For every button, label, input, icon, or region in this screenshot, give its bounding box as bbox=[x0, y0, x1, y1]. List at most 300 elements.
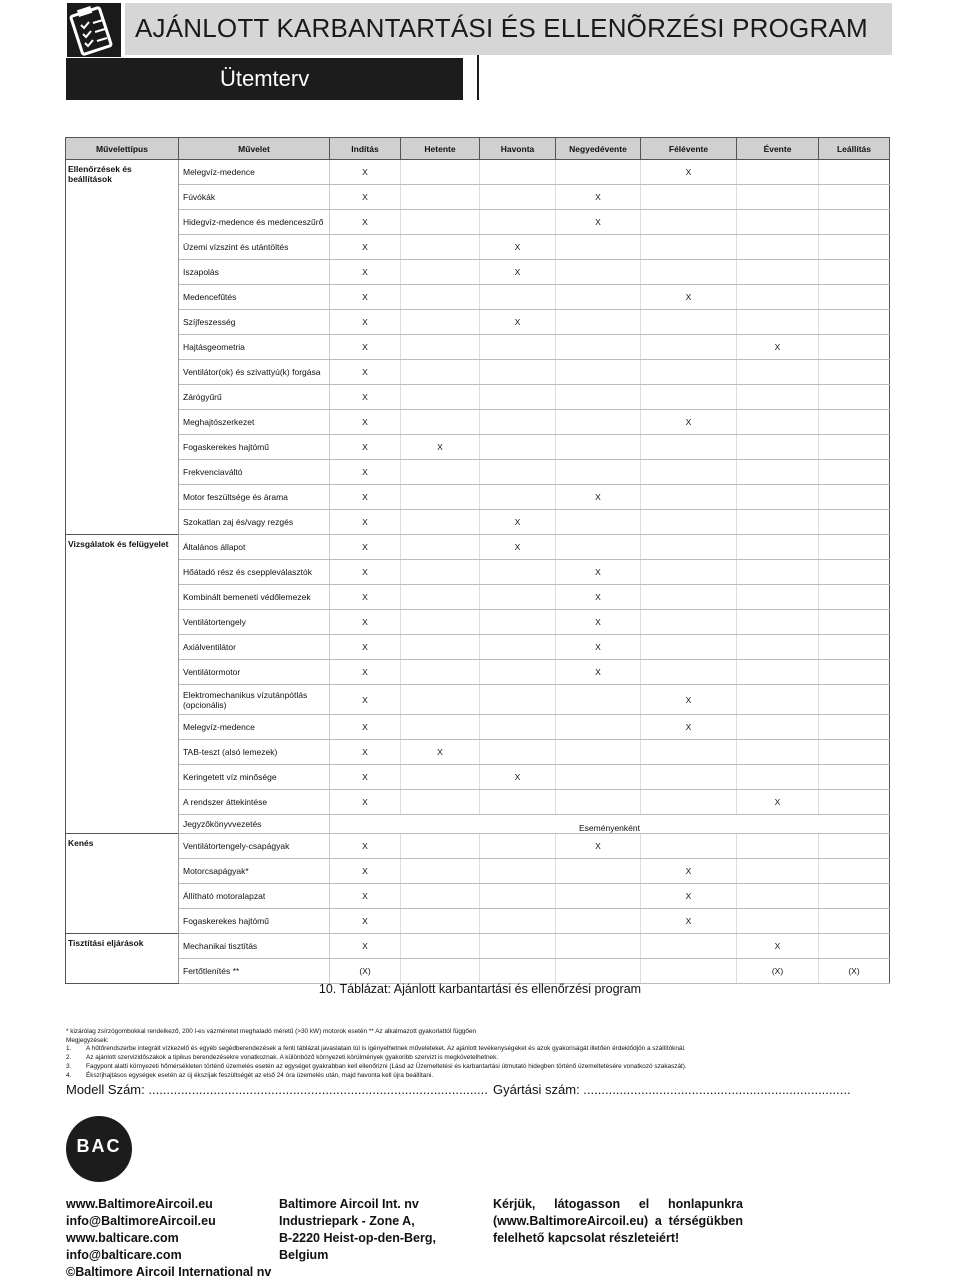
frequency-cell bbox=[556, 160, 641, 185]
frequency-cell bbox=[401, 185, 480, 210]
frequency-cell bbox=[480, 285, 556, 310]
frequency-cell bbox=[556, 460, 641, 485]
frequency-cell bbox=[480, 560, 556, 585]
frequency-cell: X bbox=[330, 715, 401, 740]
operation-cell: Ventilátor(ok) és szivattyú(k) forgása bbox=[179, 360, 330, 385]
frequency-cell bbox=[737, 765, 819, 790]
frequency-cell bbox=[556, 385, 641, 410]
frequency-cell bbox=[737, 834, 819, 859]
table-row bbox=[66, 210, 890, 235]
frequency-cell: X bbox=[480, 510, 556, 535]
frequency-cell bbox=[819, 765, 890, 790]
footer-visit-note bbox=[493, 1196, 743, 1247]
frequency-cell bbox=[737, 410, 819, 435]
page-title-bar bbox=[125, 3, 892, 55]
frequency-cell bbox=[480, 585, 556, 610]
footnote-star: * kizárólag zsírzógombokkal rendelkező, 200 l-es vázméretet meghaladó méretű (>30 kW) motorok esetén ** Az alkalmazott gyakorlattól függően bbox=[66, 1028, 477, 1035]
operation-cell: Hőátadó rész és cseppleválasztók bbox=[179, 560, 330, 585]
frequency-cell bbox=[641, 260, 737, 285]
logo-text: BAC bbox=[76, 1136, 122, 1156]
frequency-cell bbox=[737, 585, 819, 610]
column-header: Hetente bbox=[401, 138, 480, 160]
table-header-row bbox=[66, 138, 890, 160]
frequency-cell bbox=[641, 660, 737, 685]
table-caption: 10. Táblázat: Ajánlott karbantartási és ellenőrzési program bbox=[318, 982, 642, 996]
maintenance-schedule-table bbox=[65, 137, 890, 984]
frequency-cell bbox=[480, 435, 556, 460]
column-header: Indítás bbox=[330, 138, 401, 160]
frequency-cell: X bbox=[330, 859, 401, 884]
frequency-cell: X bbox=[330, 834, 401, 859]
operation-cell: Szokatlan zaj és/vagy rezgés bbox=[179, 510, 330, 535]
note-number: 3. bbox=[66, 1062, 72, 1070]
frequency-cell: X bbox=[641, 859, 737, 884]
frequency-cell bbox=[641, 360, 737, 385]
frequency-cell bbox=[480, 460, 556, 485]
frequency-cell bbox=[641, 610, 737, 635]
frequency-cell: X bbox=[330, 235, 401, 260]
frequency-cell: X bbox=[480, 235, 556, 260]
table-row bbox=[66, 235, 890, 260]
frequency-cell bbox=[401, 834, 480, 859]
frequency-cell bbox=[737, 160, 819, 185]
column-header: Évente bbox=[737, 138, 819, 160]
frequency-cell bbox=[737, 909, 819, 934]
frequency-cell: X bbox=[330, 685, 401, 715]
operation-cell: Általános állapot bbox=[179, 535, 330, 560]
column-header: Művelettípus bbox=[66, 138, 179, 160]
frequency-cell bbox=[737, 884, 819, 909]
frequency-cell bbox=[556, 740, 641, 765]
operation-cell: TAB-teszt (alsó lemezek) bbox=[179, 740, 330, 765]
frequency-cell bbox=[737, 485, 819, 510]
frequency-cell bbox=[641, 635, 737, 660]
operation-cell: Állítható motoralapzat bbox=[179, 884, 330, 909]
note-item bbox=[66, 1054, 896, 1063]
frequency-cell: X bbox=[330, 410, 401, 435]
frequency-cell: X bbox=[330, 310, 401, 335]
frequency-cell bbox=[819, 460, 890, 485]
frequency-cell bbox=[401, 685, 480, 715]
frequency-cell: X bbox=[330, 460, 401, 485]
frequency-cell bbox=[480, 610, 556, 635]
frequency-cell bbox=[480, 210, 556, 235]
note-text: A hűtőrendszerbe integrált vízkezelő és egyéb segédberendezések a fenti táblázat javaslatain túl is igényelhetnek műveleteket. Az ajánlott tevékenységeket és azok gyakoriságát illetően érdeklődjön a szállítóknál. bbox=[86, 1045, 686, 1053]
frequency-cell: X bbox=[401, 740, 480, 765]
frequency-cell bbox=[401, 715, 480, 740]
frequency-cell bbox=[556, 535, 641, 560]
table-row bbox=[66, 435, 890, 460]
frequency-cell: X bbox=[330, 185, 401, 210]
frequency-cell: X bbox=[330, 535, 401, 560]
frequency-cell bbox=[819, 210, 890, 235]
table-row bbox=[66, 385, 890, 410]
frequency-cell bbox=[401, 884, 480, 909]
note-number: 2. bbox=[66, 1054, 72, 1062]
operation-cell: Hajtásgeometria bbox=[179, 335, 330, 360]
table-row bbox=[66, 510, 890, 535]
frequency-cell bbox=[556, 260, 641, 285]
frequency-cell bbox=[641, 385, 737, 410]
frequency-cell: X bbox=[330, 485, 401, 510]
address-line: Belgium bbox=[279, 1248, 329, 1262]
frequency-cell bbox=[556, 360, 641, 385]
operation-cell: Ventilátormotor bbox=[179, 660, 330, 685]
operation-cell: Axiálventilátor bbox=[179, 635, 330, 660]
frequency-cell bbox=[556, 715, 641, 740]
frequency-cell bbox=[401, 959, 480, 984]
frequency-cell bbox=[641, 235, 737, 260]
frequency-cell bbox=[401, 235, 480, 260]
frequency-cell bbox=[641, 740, 737, 765]
frequency-cell bbox=[737, 235, 819, 260]
frequency-cell bbox=[819, 310, 890, 335]
frequency-cell bbox=[819, 790, 890, 815]
frequency-cell bbox=[401, 335, 480, 360]
frequency-cell bbox=[737, 460, 819, 485]
frequency-cell bbox=[401, 510, 480, 535]
frequency-cell bbox=[480, 859, 556, 884]
frequency-cell bbox=[819, 235, 890, 260]
frequency-cell: (X) bbox=[819, 959, 890, 984]
frequency-cell bbox=[641, 790, 737, 815]
footer-copyright: ©Baltimore Aircoil International nv bbox=[66, 1265, 272, 1279]
frequency-cell bbox=[556, 790, 641, 815]
frequency-cell: X bbox=[330, 560, 401, 585]
table-row bbox=[66, 834, 890, 859]
address-line: Industriepark - Zone A, bbox=[279, 1214, 415, 1228]
frequency-cell bbox=[641, 765, 737, 790]
visit-note-text: Kérjük, látogasson el honlapunkra (www.BaltimoreAircoil.eu) a térségükben felelhető kapcsolat részleteiért! bbox=[493, 1197, 743, 1245]
table-row bbox=[66, 884, 890, 909]
frequency-cell bbox=[819, 385, 890, 410]
frequency-cell: X bbox=[480, 310, 556, 335]
frequency-cell bbox=[819, 934, 890, 959]
operation-cell: Fogaskerekes hajtómű bbox=[179, 909, 330, 934]
frequency-cell bbox=[641, 185, 737, 210]
frequency-cell bbox=[401, 160, 480, 185]
frequency-cell bbox=[737, 310, 819, 335]
table-row bbox=[66, 715, 890, 740]
notes-title: Megjegyzések: bbox=[66, 1036, 109, 1044]
divider bbox=[477, 55, 479, 100]
frequency-cell bbox=[401, 610, 480, 635]
operation-cell: Melegvíz-medence bbox=[179, 160, 330, 185]
frequency-cell bbox=[737, 859, 819, 884]
frequency-cell bbox=[819, 410, 890, 435]
frequency-cell bbox=[737, 360, 819, 385]
frequency-cell bbox=[556, 859, 641, 884]
frequency-cell: X bbox=[330, 160, 401, 185]
frequency-cell bbox=[401, 485, 480, 510]
frequency-cell: X bbox=[737, 335, 819, 360]
frequency-cell bbox=[556, 285, 641, 310]
note-number: 4. bbox=[66, 1071, 72, 1079]
frequency-cell: X bbox=[556, 585, 641, 610]
frequency-cell bbox=[480, 410, 556, 435]
table-row bbox=[66, 285, 890, 310]
table-row bbox=[66, 685, 890, 715]
operation-cell: Fogaskerekes hajtómű bbox=[179, 435, 330, 460]
operation-cell: Motorcsapágyak* bbox=[179, 859, 330, 884]
frequency-cell bbox=[737, 660, 819, 685]
frequency-cell bbox=[556, 335, 641, 360]
frequency-cell: (X) bbox=[737, 959, 819, 984]
frequency-cell: X bbox=[330, 385, 401, 410]
operation-cell: Hidegvíz-medence és medenceszűrő bbox=[179, 210, 330, 235]
frequency-cell bbox=[819, 635, 890, 660]
frequency-cell: X bbox=[641, 160, 737, 185]
frequency-cell bbox=[819, 610, 890, 635]
table-row bbox=[66, 335, 890, 360]
frequency-cell: X bbox=[330, 790, 401, 815]
table-row bbox=[66, 535, 890, 560]
operation-cell: Jegyzőkönyvvezetés bbox=[179, 815, 330, 834]
note-text: Az ajánlott szervizidőszakok a tipikus berendezésekre vonatkoznak. A különböző környezeti körülmények gyakoribb szervizt is megkövetelhetnek. bbox=[86, 1054, 499, 1062]
operation-cell: Elektromechanikus vízutánpótlás (opcionális) bbox=[179, 685, 330, 715]
note-number: 1. bbox=[66, 1045, 72, 1053]
frequency-cell bbox=[819, 535, 890, 560]
frequency-cell: X bbox=[330, 510, 401, 535]
frequency-cell: X bbox=[330, 610, 401, 635]
frequency-cell bbox=[737, 185, 819, 210]
table-row bbox=[66, 185, 890, 210]
category-cell: Tisztítási eljárások bbox=[66, 934, 179, 984]
operation-cell: Fertőtlenítés ** bbox=[179, 959, 330, 984]
operation-cell: Motor feszültsége és árama bbox=[179, 485, 330, 510]
table-row bbox=[66, 585, 890, 610]
frequency-cell bbox=[819, 335, 890, 360]
frequency-cell bbox=[556, 510, 641, 535]
frequency-cell bbox=[401, 934, 480, 959]
table-row bbox=[66, 160, 890, 185]
frequency-cell bbox=[641, 485, 737, 510]
frequency-cell: X bbox=[556, 834, 641, 859]
frequency-cell bbox=[641, 510, 737, 535]
table-row bbox=[66, 815, 890, 834]
frequency-cell bbox=[401, 410, 480, 435]
category-cell: Vizsgálatok és felügyelet bbox=[66, 535, 179, 834]
frequency-cell bbox=[401, 635, 480, 660]
frequency-cell bbox=[737, 560, 819, 585]
table-row bbox=[66, 859, 890, 884]
table-row bbox=[66, 260, 890, 285]
frequency-cell bbox=[737, 510, 819, 535]
frequency-cell bbox=[480, 959, 556, 984]
operation-cell: A rendszer áttekintése bbox=[179, 790, 330, 815]
frequency-cell bbox=[819, 884, 890, 909]
notes-list bbox=[66, 1045, 896, 1080]
frequency-cell bbox=[641, 210, 737, 235]
frequency-cell bbox=[401, 460, 480, 485]
frequency-cell bbox=[556, 435, 641, 460]
frequency-cell: X bbox=[330, 765, 401, 790]
frequency-cell bbox=[819, 585, 890, 610]
operation-cell: Frekvenciaváltó bbox=[179, 460, 330, 485]
column-header: Művelet bbox=[179, 138, 330, 160]
frequency-cell: X bbox=[556, 660, 641, 685]
frequency-cell bbox=[641, 959, 737, 984]
footer-email[interactable]: info@BaltimoreAircoil.eu bbox=[66, 1214, 216, 1228]
clipboard-checklist-icon bbox=[67, 3, 121, 57]
frequency-cell: X bbox=[330, 635, 401, 660]
frequency-cell bbox=[641, 535, 737, 560]
frequency-cell bbox=[480, 909, 556, 934]
frequency-cell bbox=[737, 635, 819, 660]
frequency-cell bbox=[819, 859, 890, 884]
model-number-field: Modell Szám: .............................................................................................. bbox=[66, 1082, 488, 1097]
frequency-cell bbox=[819, 685, 890, 715]
frequency-cell bbox=[401, 660, 480, 685]
frequency-cell bbox=[737, 385, 819, 410]
section-title-bar bbox=[66, 58, 463, 100]
frequency-cell bbox=[641, 834, 737, 859]
frequency-cell: X bbox=[480, 260, 556, 285]
frequency-cell bbox=[819, 485, 890, 510]
operation-cell: Kombinált bemeneti védőlemezek bbox=[179, 585, 330, 610]
frequency-cell: X bbox=[330, 740, 401, 765]
bac-logo bbox=[66, 1116, 132, 1182]
frequency-cell: X bbox=[330, 884, 401, 909]
page-title: AJÁNLOTT KARBANTARTÁSI ÉS ELLENÕRZÉSI PROGRAM bbox=[135, 13, 868, 43]
table-row bbox=[66, 765, 890, 790]
frequency-cell: X bbox=[330, 210, 401, 235]
frequency-cell bbox=[556, 410, 641, 435]
table-row bbox=[66, 610, 890, 635]
frequency-cell bbox=[480, 934, 556, 959]
frequency-cell bbox=[641, 560, 737, 585]
frequency-cell bbox=[480, 834, 556, 859]
address-line: Baltimore Aircoil Int. nv bbox=[279, 1197, 419, 1211]
frequency-cell bbox=[641, 585, 737, 610]
frequency-cell bbox=[819, 360, 890, 385]
frequency-cell bbox=[737, 740, 819, 765]
frequency-cell bbox=[401, 385, 480, 410]
address-line: B-2220 Heist-op-den-Berg, bbox=[279, 1231, 436, 1245]
frequency-cell bbox=[556, 959, 641, 984]
frequency-cell bbox=[556, 934, 641, 959]
frequency-cell: X bbox=[330, 585, 401, 610]
frequency-cell bbox=[480, 715, 556, 740]
frequency-cell bbox=[401, 310, 480, 335]
frequency-cell bbox=[401, 859, 480, 884]
table-row bbox=[66, 410, 890, 435]
frequency-cell bbox=[401, 260, 480, 285]
frequency-cell bbox=[819, 560, 890, 585]
frequency-cell bbox=[737, 285, 819, 310]
operation-cell: Üzemi vízszint és utántöltés bbox=[179, 235, 330, 260]
table-row bbox=[66, 660, 890, 685]
frequency-cell: X bbox=[556, 185, 641, 210]
frequency-cell: X bbox=[330, 660, 401, 685]
category-cell: Ellenőrzések és beállítások bbox=[66, 160, 179, 535]
frequency-cell bbox=[401, 535, 480, 560]
footer-address bbox=[279, 1196, 436, 1264]
table-row bbox=[66, 790, 890, 815]
frequency-cell bbox=[556, 235, 641, 260]
table-body bbox=[66, 160, 890, 984]
frequency-cell bbox=[480, 185, 556, 210]
column-header: Leállítás bbox=[819, 138, 890, 160]
frequency-cell bbox=[401, 560, 480, 585]
frequency-cell bbox=[401, 360, 480, 385]
operation-cell: Ventilátortengely-csapágyak bbox=[179, 834, 330, 859]
frequency-cell bbox=[737, 435, 819, 460]
footer-link[interactable]: www.balticare.com bbox=[66, 1231, 179, 1245]
frequency-cell: X bbox=[641, 909, 737, 934]
frequency-cell bbox=[480, 385, 556, 410]
operation-cell: Medencefűtés bbox=[179, 285, 330, 310]
frequency-cell: X bbox=[330, 360, 401, 385]
operation-cell: Fúvókák bbox=[179, 185, 330, 210]
frequency-cell bbox=[819, 185, 890, 210]
operation-cell: Meghajtószerkezet bbox=[179, 410, 330, 435]
note-item bbox=[66, 1072, 896, 1081]
frequency-cell bbox=[641, 310, 737, 335]
frequency-cell bbox=[480, 790, 556, 815]
footnotes bbox=[66, 1028, 896, 1080]
table-row bbox=[66, 959, 890, 984]
frequency-cell bbox=[819, 510, 890, 535]
frequency-cell bbox=[556, 765, 641, 790]
frequency-cell: X bbox=[330, 934, 401, 959]
table-row bbox=[66, 909, 890, 934]
table-row bbox=[66, 485, 890, 510]
frequency-cell: X bbox=[641, 410, 737, 435]
frequency-cell bbox=[401, 765, 480, 790]
serial-number-field: Gyártási szám: .......................................................................... bbox=[493, 1082, 851, 1097]
frequency-cell: X bbox=[737, 934, 819, 959]
table-row bbox=[66, 934, 890, 959]
frequency-cell: X bbox=[556, 210, 641, 235]
table-row bbox=[66, 360, 890, 385]
frequency-cell bbox=[819, 740, 890, 765]
footer-email[interactable]: info@balticare.com bbox=[66, 1248, 182, 1262]
frequency-cell bbox=[480, 740, 556, 765]
frequency-cell: X bbox=[401, 435, 480, 460]
frequency-cell: X bbox=[641, 685, 737, 715]
operation-cell: Szíjfeszesség bbox=[179, 310, 330, 335]
frequency-cell bbox=[556, 685, 641, 715]
column-header: Havonta bbox=[480, 138, 556, 160]
frequency-cell: X bbox=[556, 485, 641, 510]
frequency-cell: X bbox=[641, 285, 737, 310]
frequency-cell bbox=[480, 635, 556, 660]
frequency-cell bbox=[819, 435, 890, 460]
frequency-cell bbox=[737, 685, 819, 715]
footer-link[interactable]: www.BaltimoreAircoil.eu bbox=[66, 1197, 213, 1211]
frequency-cell bbox=[819, 260, 890, 285]
frequency-cell: X bbox=[480, 535, 556, 560]
frequency-cell: (X) bbox=[330, 959, 401, 984]
frequency-cell bbox=[480, 660, 556, 685]
operation-cell: Melegvíz-medence bbox=[179, 715, 330, 740]
operation-cell: Ventilátortengely bbox=[179, 610, 330, 635]
frequency-cell bbox=[819, 660, 890, 685]
frequency-cell bbox=[737, 610, 819, 635]
frequency-cell: X bbox=[556, 635, 641, 660]
category-cell: Kenés bbox=[66, 834, 179, 934]
frequency-cell bbox=[480, 485, 556, 510]
frequency-cell bbox=[556, 310, 641, 335]
frequency-cell bbox=[480, 160, 556, 185]
frequency-cell bbox=[401, 210, 480, 235]
frequency-cell bbox=[401, 909, 480, 934]
frequency-cell bbox=[480, 884, 556, 909]
operation-cell: Keringetett víz minősége bbox=[179, 765, 330, 790]
section-title: Ütemterv bbox=[220, 66, 310, 91]
frequency-cell bbox=[819, 834, 890, 859]
